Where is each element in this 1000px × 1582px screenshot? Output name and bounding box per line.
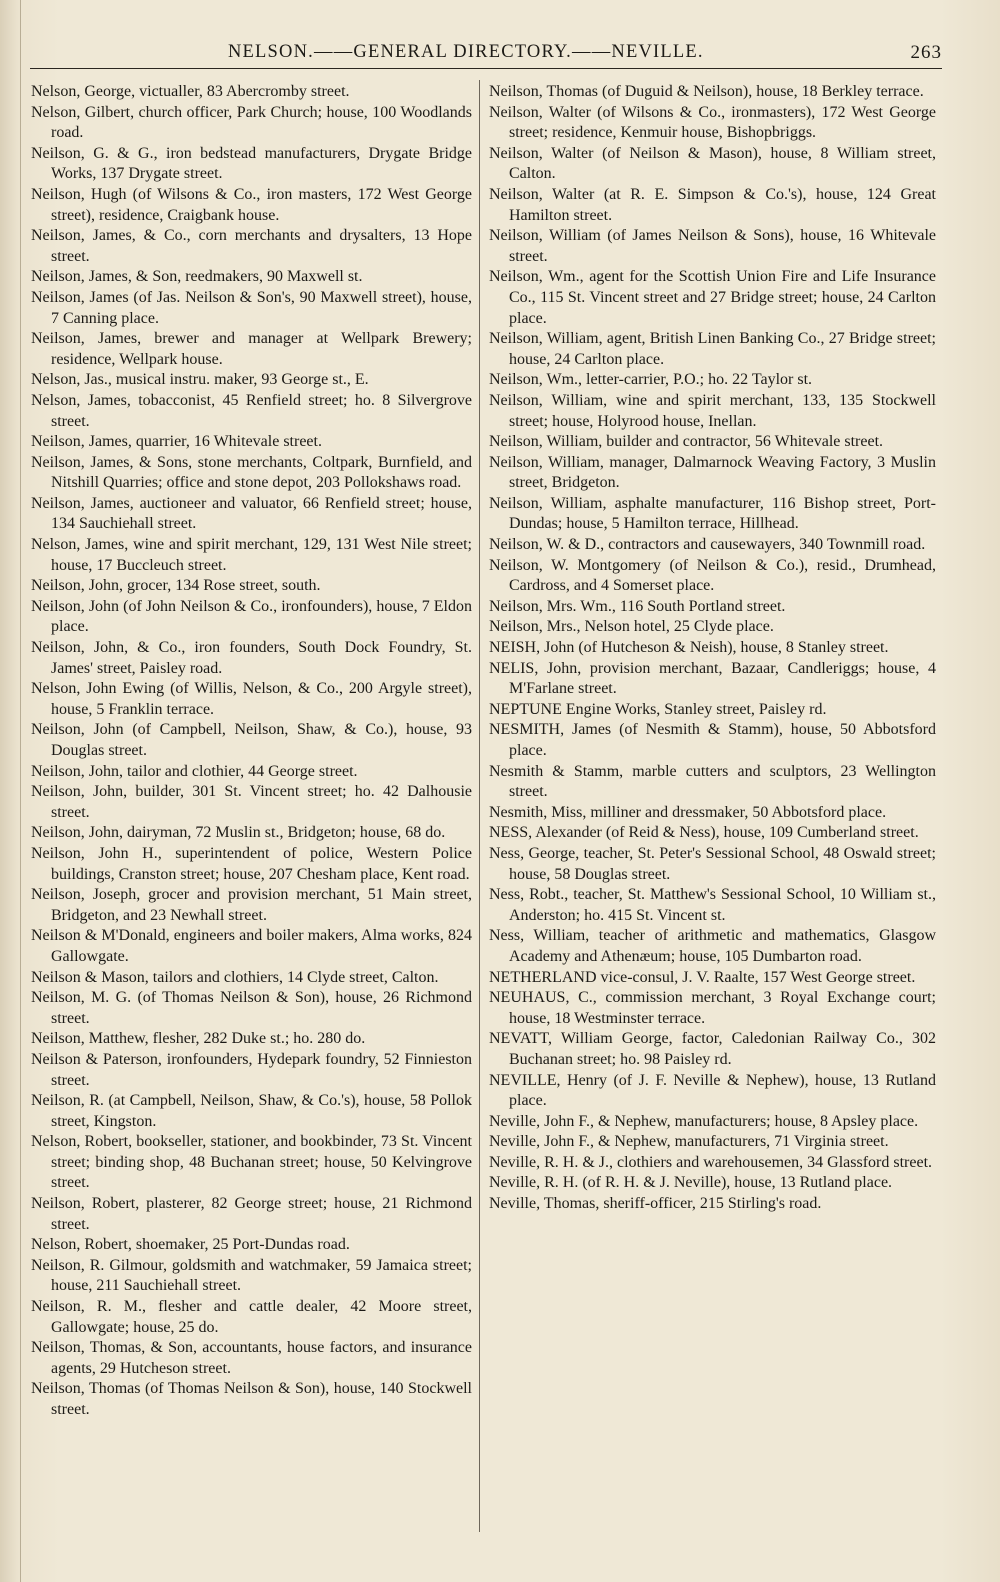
directory-entry: Neilson, John, & Co., iron founders, South Dock Foundry, St. James' street, Paisley road. [31,639,472,677]
directory-entry: Neilson, James, quarrier, 16 Whitevale street. [31,433,322,451]
directory-entry: NELIS, John, provision merchant, Bazaar, Candleriggs; house, 4 M'Farlane street. [489,659,936,698]
directory-entry: Neilson, Mrs., Nelson hotel, 25 Clyde place. [489,618,774,636]
directory-entry: Neilson, Mrs. Wm., 116 South Portland street. [489,597,786,615]
directory-entry: Neilson, William, wine and spirit merchant, 133, 135 Stockwell street; house, Holyrood house, Inellan. [489,391,936,430]
directory-entry: Neilson, William, builder and contractor, 56 Whitevale street. [489,433,884,451]
left-column [31,82,472,1421]
directory-entry: Neilson, Walter (of Neilson & Mason), house, 8 William street, Calton. [489,144,936,183]
directory-entry: Neilson, John, tailor and clothier, 44 George street. [31,762,358,780]
directory-entry: Nelson, George, victualler, 83 Abercromby street. [31,83,350,100]
directory-entry: Neilson, W. Montgomery (of Neilson & Co.), resid., Drumhead, Cardross, and 4 Somerset place. [489,556,936,595]
directory-entry: Neilson, William, agent, British Linen Banking Co., 27 Bridge street; house, 24 Carlton place. [489,330,936,368]
binding-margin [0,0,21,1582]
directory-entry: Neilson, John (of Campbell, Neilson, Shaw, & Co.), house, 93 Douglas street. [31,721,472,759]
directory-entry: Neilson, James (of Jas. Neilson & Son's, 90 Maxwell street), house, 7 Canning place. [31,288,472,327]
directory-entry: Neville, John F., & Nephew, manufacturers; house, 8 Apsley place. [489,1112,919,1130]
directory-entry: Neilson, James, brewer and manager at Wellpark Brewery; residence, Wellpark house. [31,330,472,368]
header-title: NELSON.——GENERAL DIRECTORY.——NEVILLE. [228,42,704,62]
right-column [489,82,936,1215]
directory-entry: Neilson & Mason, tailors and clothiers, 14 Clyde street, Calton. [31,968,439,986]
directory-entry: Neilson, Thomas (of Duguid & Neilson), house, 18 Berkley terrace. [489,83,924,100]
directory-entry: Nesmith & Stamm, marble cutters and sculptors, 23 Wellington street. [489,762,936,801]
directory-entry: NEPTUNE Engine Works, Stanley street, Paisley rd. [489,700,827,718]
directory-entry: Neville, Thomas, sheriff-officer, 215 Stirling's road. [489,1195,822,1213]
directory-entry: Ness, William, teacher of arithmetic and mathematics, Glasgow Academy and Athenæum; house, 105 Dumbarton road. [489,927,936,965]
directory-entry: Nelson, John Ewing (of Willis, Nelson, & Co., 200 Argyle street), house, 5 Franklin terrace. [31,680,472,718]
directory-entry: Neilson, Hugh (of Wilsons & Co., iron masters, 172 West George street), residence, Craigbank house. [31,185,472,224]
directory-entry: Neilson, John (of John Neilson & Co., ironfounders), house, 7 Eldon place. [31,597,472,636]
directory-entry: Neilson, William, asphalte manufacturer, 116 Bishop street, Port-Dundas; house, 5 Hamilton terrace, Hillhead. [489,494,936,533]
directory-entry: Neilson, G. & G., iron bedstead manufacturers, Drygate Bridge Works, 137 Drygate street. [31,144,472,183]
directory-entry: Neville, R. H. (of R. H. & J. Neville), house, 13 Rutland place. [489,1174,893,1192]
directory-entry: Neilson, W. & D., contractors and causewayers, 340 Townmill road. [489,536,926,554]
directory-entry: Nelson, Gilbert, church officer, Park Church; house, 100 Woodlands road. [31,103,472,142]
directory-entry: Nelson, James, tobacconist, 45 Renfield street; ho. 8 Silvergrove street. [31,391,472,430]
directory-entry: Neilson, Robert, plasterer, 82 George street; house, 21 Richmond street. [31,1195,472,1233]
directory-entry: Neilson, Thomas (of Thomas Neilson & Son), house, 140 Stockwell street. [31,1380,472,1418]
directory-entry: Neilson, R. Gilmour, goldsmith and watchmaker, 59 Jamaica street; house, 211 Sauchiehall street. [31,1256,472,1295]
directory-entry: Neilson, William (of James Neilson & Sons), house, 16 Whitevale street. [489,227,936,265]
directory-entry: Neilson, Thomas, & Son, accountants, house factors, and insurance agents, 29 Hutcheson street. [31,1339,472,1377]
directory-entry: Neilson, Matthew, flesher, 282 Duke st.; ho. 280 do. [31,1030,366,1048]
directory-entry: Neilson, Wm., letter-carrier, P.O.; ho. 22 Taylor st. [489,371,813,389]
directory-entry: Neilson, Wm., agent for the Scottish Union Fire and Life Insurance Co., 115 St. Vincent street and 27 Bridge street; house, 24 Carlton place. [489,268,936,327]
directory-entry: Neville, John F., & Nephew, manufacturers, 71 Virginia street. [489,1133,889,1151]
directory-entry: Nelson, Robert, shoemaker, 25 Port-Dundas road. [31,1236,350,1254]
directory-entry: Nelson, James, wine and spirit merchant, 129, 131 West Nile street; house, 17 Buccleuch street. [31,536,472,574]
directory-entry: Neilson, James, & Son, reedmakers, 90 Maxwell st. [31,268,363,286]
directory-entry: Neville, R. H. & J., clothiers and warehousemen, 34 Glassford street. [489,1153,933,1171]
directory-entry: Nelson, Jas., musical instru. maker, 93 George st., E. [31,371,369,389]
directory-entry: Neilson, John, grocer, 134 Rose street, south. [31,577,321,595]
page-number: 263 [910,42,942,63]
directory-entry: Neilson, James, & Sons, stone merchants, Coltpark, Burnfield, and Nitshill Quarries; office and stone depot, 203 Pollokshaws road. [31,453,472,492]
directory-entry: NETHERLAND vice-consul, J. V. Raalte, 157 West George street. [489,968,916,986]
directory-entry: Neilson, John, dairyman, 72 Muslin st., Bridgeton; house, 68 do. [31,824,446,842]
directory-entry: NEVILLE, Henry (of J. F. Neville & Nephew), house, 13 Rutland place. [489,1071,936,1110]
directory-entry: Nelson, Robert, bookseller, stationer, and bookbinder, 73 St. Vincent street; binding shop, 48 Buchanan street; house, 50 Kelvingrove street. [31,1133,472,1192]
directory-entry: Neilson, Walter (of Wilsons & Co., ironmasters), 172 West George street; residence, Kenmuir house, Bishopbriggs. [489,103,936,142]
directory-entry: Neilson, James, & Co., corn merchants and drysalters, 13 Hope street. [31,227,472,265]
directory-entry: Nesmith, Miss, milliner and dressmaker, 50 Abbotsford place. [489,803,887,821]
directory-entry: Neilson, Joseph, grocer and provision merchant, 51 Main street, Bridgeton, and 23 Newhall street. [31,886,472,924]
directory-entry: NESMITH, James (of Nesmith & Stamm), house, 50 Abbotsford place. [489,721,936,759]
directory-entry: NEISH, John (of Hutcheson & Neish), house, 8 Stanley street. [489,639,889,657]
running-header [30,42,942,69]
directory-entry: Neilson & M'Donald, engineers and boiler makers, Alma works, 824 Gallowgate. [31,927,472,965]
directory-entry: Neilson, John H., superintendent of police, Western Police buildings, Cranston street; house, 207 Chesham place, Kent road. [31,844,472,883]
directory-entry: Neilson & Paterson, ironfounders, Hydepark foundry, 52 Finnieston street. [31,1050,472,1089]
directory-entry: Neilson, Walter (at R. E. Simpson & Co.'s), house, 124 Great Hamilton street. [489,185,936,224]
column-divider [479,80,480,1532]
directory-entry: NEUHAUS, C., commission merchant, 3 Royal Exchange court; house, 18 Westminster terrace. [489,989,936,1027]
directory-entry: Neilson, M. G. (of Thomas Neilson & Son), house, 26 Richmond street. [31,989,472,1027]
directory-entry: Neilson, R. (at Campbell, Neilson, Shaw, & Co.'s), house, 58 Pollok street, Kingston. [31,1092,472,1130]
directory-entry: NESS, Alexander (of Reid & Ness), house, 109 Cumberland street. [489,824,919,842]
directory-entry: Neilson, R. M., flesher and cattle dealer, 42 Moore street, Gallowgate; house, 25 do. [31,1298,472,1336]
directory-entry: Neilson, John, builder, 301 St. Vincent street; ho. 42 Dalhousie street. [31,783,472,821]
directory-entry: Neilson, William, manager, Dalmarnock Weaving Factory, 3 Muslin street, Bridgeton. [489,453,936,492]
directory-entry: Ness, George, teacher, St. Peter's Sessional School, 48 Oswald street; house, 58 Douglas street. [489,844,936,883]
directory-entry: Neilson, James, auctioneer and valuator, 66 Renfield street; house, 134 Sauchiehall street. [31,494,472,533]
directory-entry: Ness, Robt., teacher, St. Matthew's Sessional School, 10 William st., Anderston; ho. 415 St. Vincent st. [489,886,936,924]
directory-entry: NEVATT, William George, factor, Caledonian Railway Co., 302 Buchanan street; ho. 98 Paisley rd. [489,1030,936,1068]
